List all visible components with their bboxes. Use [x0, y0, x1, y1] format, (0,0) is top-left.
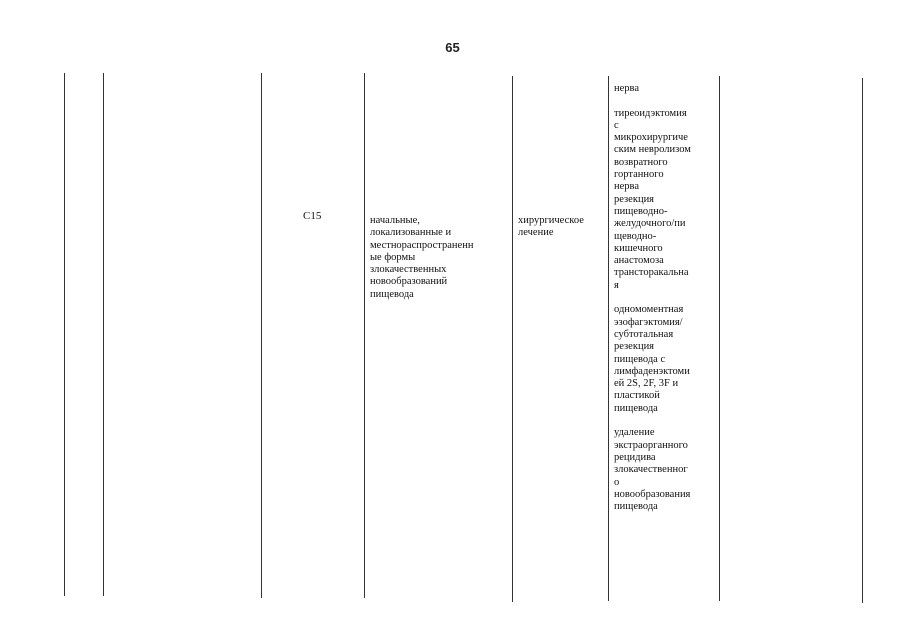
procedure-line: резекция: [614, 341, 655, 353]
procedure-line: удаление: [614, 427, 655, 439]
procedure-line: лимфаденэктоми: [614, 365, 690, 377]
procedure-line: одномоментная: [614, 304, 684, 316]
diagnosis-line: новообразований: [370, 276, 448, 288]
column-divider-5: [719, 76, 720, 601]
procedure-line: пищевода с: [614, 353, 666, 365]
diagnosis-line: начальные,: [370, 215, 420, 226]
procedure-line: ей 2S, 2F, 3F и: [614, 378, 679, 390]
column-divider-3: [512, 76, 513, 602]
procedure-line: кишечного: [614, 242, 663, 254]
procedure-line: щеводно-: [614, 230, 657, 242]
procedure-line: пищевода: [614, 402, 658, 414]
procedure-line: нерва: [614, 83, 640, 94]
procedure-line: о: [614, 476, 620, 488]
column-divider-4: [608, 76, 609, 601]
column-divider-1: [261, 73, 262, 598]
procedure-line: я: [614, 279, 619, 291]
procedure-entry: [614, 304, 718, 415]
procedure-entry: [614, 427, 718, 513]
procedure-entry: [614, 108, 718, 292]
column-divider-2: [364, 73, 365, 598]
procedure-line: ским невролизом: [614, 144, 691, 156]
procedure-line: желудочного/пи: [614, 218, 686, 230]
treatment-type-line: лечение: [518, 227, 554, 239]
procedure-line: возвратного: [614, 156, 668, 168]
diagnosis-description-cell: [370, 215, 510, 301]
procedure-line: нерва: [614, 181, 640, 193]
diagnosis-line: пищевода: [370, 288, 414, 300]
procedure-list-cell: [614, 83, 718, 513]
table-border-left-outer: [64, 73, 65, 596]
diagnosis-line: локализованные и: [370, 227, 452, 239]
procedure-line: субтотальная: [614, 328, 674, 340]
diagnosis-line: злокачественных: [370, 264, 447, 276]
procedure-line: пищеводно-: [614, 205, 668, 217]
diagnosis-line: местнораспространенн: [370, 239, 474, 251]
procedure-entry: [614, 83, 718, 95]
procedure-line: тиреоидэктомия: [614, 107, 687, 119]
table-border-left-inner: [103, 73, 104, 596]
diagnosis-code: C15: [303, 210, 322, 222]
treatment-type-line: хирургическое: [518, 215, 584, 226]
procedure-line: гортанного: [614, 169, 664, 181]
procedure-line: микрохирургиче: [614, 132, 688, 144]
procedure-line: злокачественног: [614, 464, 688, 476]
treatment-type-cell: [518, 215, 606, 240]
procedure-line: с: [614, 119, 619, 131]
procedure-line: экстраорганного: [614, 439, 688, 451]
procedure-line: новообразования: [614, 488, 691, 500]
procedure-line: трансторакальна: [614, 267, 689, 279]
diagnosis-line: ые формы: [370, 251, 416, 263]
table-border-right: [862, 78, 863, 603]
procedure-line: эзофагэктомия/: [614, 316, 683, 328]
procedure-line: пищевода: [614, 501, 658, 513]
procedure-line: пластикой: [614, 390, 660, 402]
page-number: 65: [445, 40, 460, 55]
procedure-line: резекция: [614, 193, 655, 205]
procedure-line: анастомоза: [614, 255, 664, 267]
procedure-line: рецидива: [614, 451, 656, 463]
diagnosis-code-cell: [303, 210, 321, 222]
